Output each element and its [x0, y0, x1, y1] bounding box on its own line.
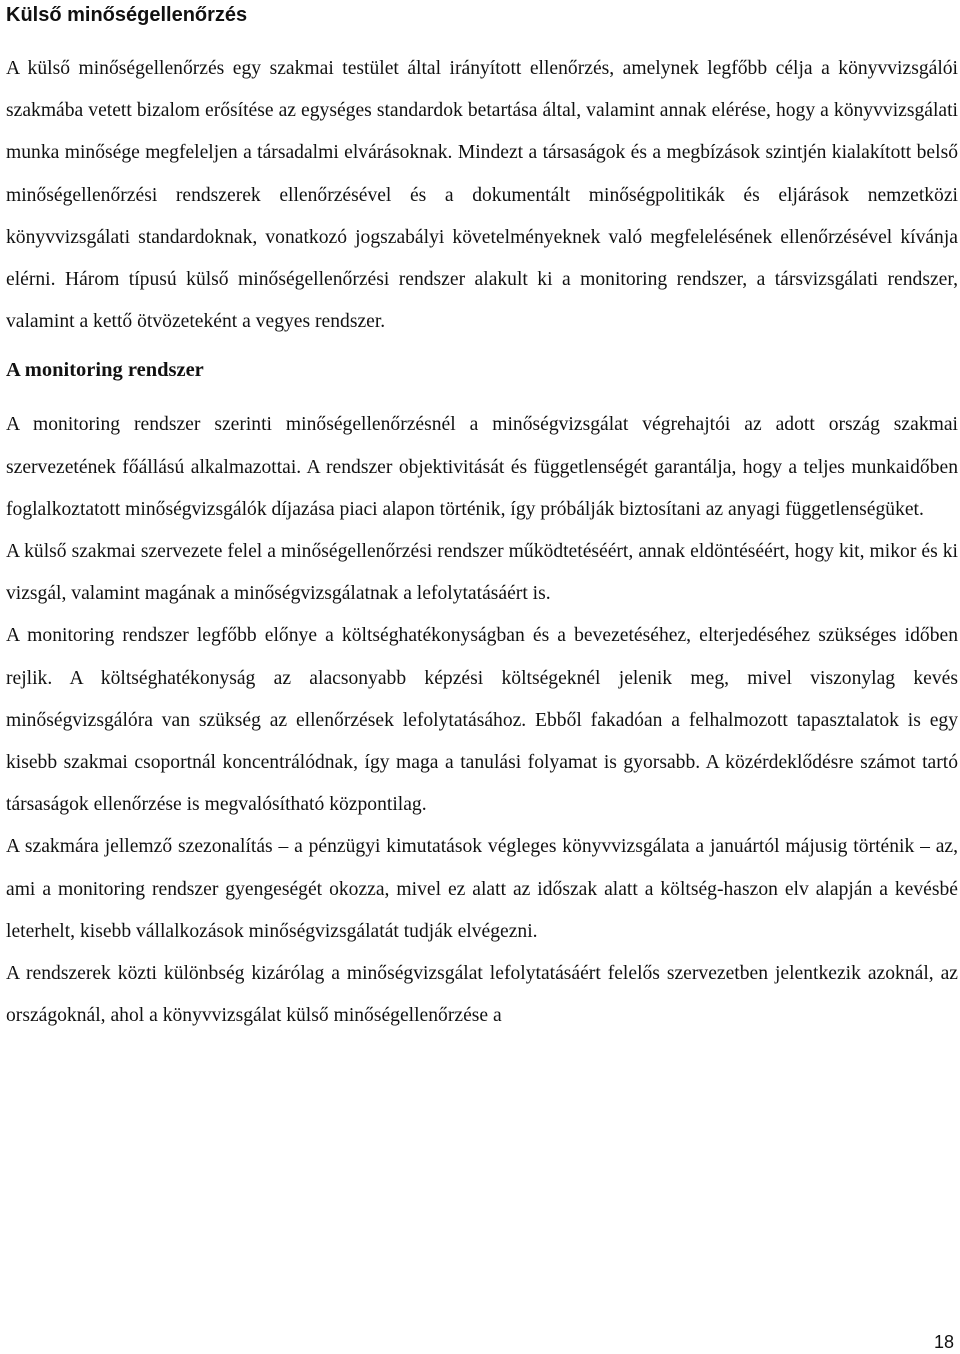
- body-paragraph: A monitoring rendszer szerinti minőségellenőrzésnél a minőségvizsgálat végrehajtói az adott ország szakmai szervezetének főállású alkalmazottai. A rendszer objektivitását és függetlenségét garantálja, hogy a teljes munkaidőben foglalkoztatott minőségvizsgálók díjazása piaci alapon történik, így próbálják biztosítani az anyagi függetlenségüket.: [6, 414, 958, 520]
- document-page: [6, 0, 958, 1037]
- body-paragraph: A rendszerek közti különbség kizárólag a minőségvizsgálat lefolytatásáért felelős szervezetben jelentkezik azoknál, az országoknál, ahol a könyvvizsgálat külső minőségellenőrzése a: [6, 963, 958, 1027]
- body-paragraph: A monitoring rendszer legfőbb előnye a költséghatékonyságban és a bevezetéséhez, elterjedéséhez szükséges időben rejlik. A költséghatékonyság az alacsonyabb képzési költségeknél jelenik meg, mivel viszonylag kevés minőségvizsgálóra van szükség az ellenőrzések lefolytatásához. Ebből fakadóan a felhalmozott tapasztalatok is egy kisebb szakmai csoportnál koncentrálódnak, így maga a tanulási folyamat is gyorsabb. A közérdeklődésre számot tartó társaságok ellenőrzése is megvalósítható központilag.: [6, 625, 958, 816]
- subsection-title: A monitoring rendszer: [6, 359, 204, 382]
- body-paragraph: A külső szakmai szervezete felel a minőségellenőrzési rendszer működtetéséért, annak eldöntéséért, hogy kit, mikor és ki vizsgál, valamint magának a minőségvizsgálatnak a lefolytatásáért is.: [6, 541, 958, 605]
- body-paragraph: A szakmára jellemző szezonalítás – a pénzügyi kimutatások végleges könyvvizsgálata a januártól májusig történik – az, ami a monitoring rendszer gyengeségét okozza, mivel ez alatt az időszak alatt a költség-haszon elv alapján a kevésbé leterhelt, kisebb vállalkozások minőségvizsgálatát tudják elvégezni.: [6, 836, 958, 942]
- page-number: 18: [933, 1332, 954, 1352]
- section-title: Külső minőségellenőrzés: [6, 4, 248, 26]
- intro-paragraph: A külső minőségellenőrzés egy szakmai testület által irányított ellenőrzés, amelynek legfőbb célja a könyvvizsgálói szakmába vetett bizalom erősítése az egységes standardok betartása által, valamint annak elérése, hogy a könyvvizsgálati munka minősége megfeleljen a társadalmi elvárásoknak. Mindezt a társaságok és a megbízások szintjén kialakított belső minőségellenőrzési rendszerek ellenőrzésével és a dokumentált minőségpolitikák és eljárások nemzetközi könyvvizsgálati standardoknak, vonatkozó jogszabályi követelményeknek való megfelelésének ellenőrzésével kívánja elérni. Három típusú külső minőségellenőrzési rendszer alakult ki a monitoring rendszer, a társvizsgálati rendszer, valamint a kettő ötvözeteként a vegyes rendszer.: [6, 58, 958, 333]
